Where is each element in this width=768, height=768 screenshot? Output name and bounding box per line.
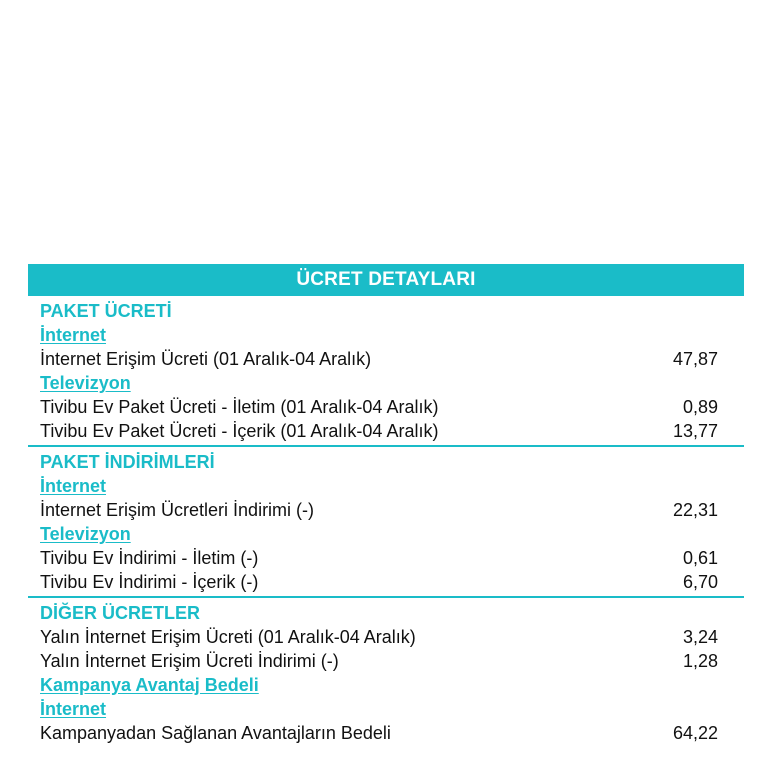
- subsection-internet: İnternet: [40, 325, 107, 345]
- row-label: Yalın İnternet Erişim Ücreti İndirimi (-): [40, 651, 339, 671]
- table-row: [28, 419, 744, 443]
- subsection-internet: İnternet: [40, 476, 107, 496]
- row-amount: 6,70: [682, 572, 718, 592]
- table-row: [28, 347, 744, 371]
- row-label: Tivibu Ev İndirimi - İçerik (-): [40, 572, 259, 592]
- fee-details-banner: [28, 264, 744, 296]
- subsection-internet: İnternet: [40, 699, 107, 719]
- table-row: [28, 625, 744, 649]
- section-divider: [28, 445, 744, 447]
- row-label: Tivibu Ev Paket Ücreti - İletim (01 Aralık-04 Aralık): [40, 397, 439, 417]
- row-label: Tivibu Ev İndirimi - İletim (-): [40, 548, 259, 568]
- row-amount: 1,28: [682, 651, 718, 671]
- row-amount: 0,89: [682, 397, 718, 417]
- fee-details-table: [28, 264, 744, 745]
- row-amount: 64,22: [672, 723, 718, 743]
- subsection-television: Televizyon: [40, 524, 131, 544]
- row-amount: 0,61: [682, 548, 718, 568]
- table-row: [28, 498, 744, 522]
- section-title-package-discounts: PAKET İNDİRİMLERİ: [40, 452, 215, 472]
- section-divider: [28, 596, 744, 598]
- fee-details-title: ÜCRET DETAYLARI: [296, 269, 476, 290]
- section-title-package-fee: PAKET ÜCRETİ: [40, 301, 172, 321]
- row-amount: 22,31: [672, 500, 718, 520]
- row-label: Yalın İnternet Erişim Ücreti (01 Aralık-04 Aralık): [40, 627, 416, 647]
- table-row: [28, 570, 744, 594]
- row-label: İnternet Erişim Ücretleri İndirimi (-): [40, 500, 315, 520]
- table-row: [28, 721, 744, 745]
- subsection-campaign-advantage: Kampanya Avantaj Bedeli: [40, 675, 259, 695]
- table-row: [28, 546, 744, 570]
- row-label: Kampanyadan Sağlanan Avantajların Bedeli: [40, 723, 391, 743]
- table-row: [28, 649, 744, 673]
- row-label: İnternet Erişim Ücreti (01 Aralık-04 Aralık): [40, 349, 372, 369]
- subsection-television: Televizyon: [40, 373, 131, 393]
- row-amount: 3,24: [682, 627, 718, 647]
- row-amount: 47,87: [672, 349, 718, 369]
- table-row: [28, 395, 744, 419]
- row-amount: 13,77: [672, 421, 718, 441]
- section-title-other-fees: DİĞER ÜCRETLER: [40, 603, 201, 623]
- row-label: Tivibu Ev Paket Ücreti - İçerik (01 Aralık-04 Aralık): [40, 421, 439, 441]
